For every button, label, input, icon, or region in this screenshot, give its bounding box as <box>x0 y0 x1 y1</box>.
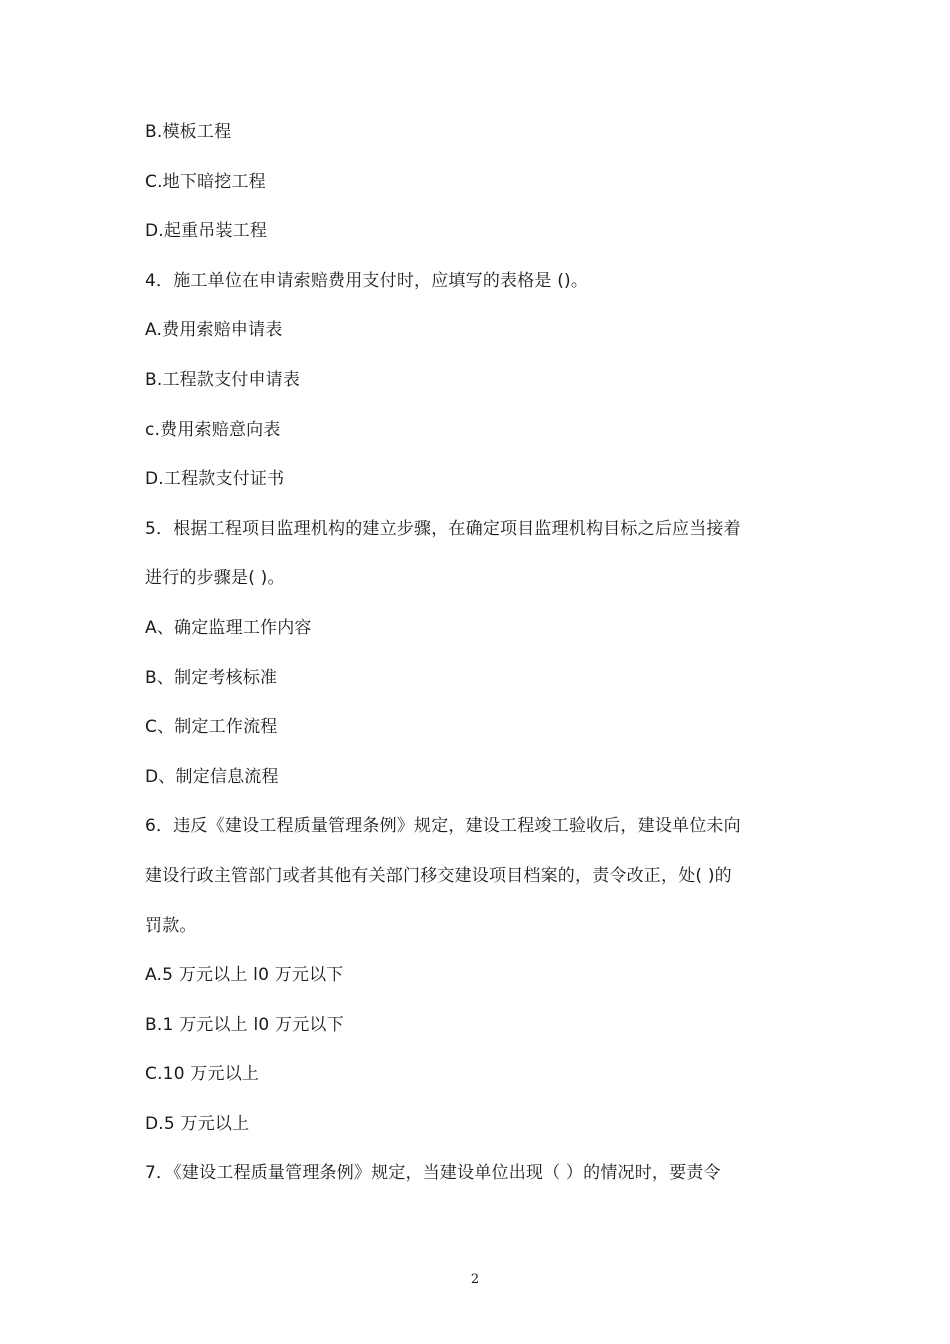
document-body <box>145 108 815 1199</box>
option-line: B.1 万元以上 l0 万元以下 <box>145 1014 344 1035</box>
question-line: 4．施工单位在申请索赔费用支付时，应填写的表格是 ()。 <box>145 270 589 291</box>
option-line: B.工程款支付申请表 <box>145 369 301 390</box>
option-line: D.起重吊装工程 <box>145 221 268 242</box>
question-line: 建设行政主管部门或者其他有关部门移交建设项目档案的，责令改正，处( )的 <box>145 865 732 886</box>
option-line: D.5 万元以上 <box>145 1113 250 1134</box>
option-line: D.工程款支付证书 <box>145 469 285 490</box>
option-line: A.费用索赔申请表 <box>145 320 283 341</box>
option-line: A、确定监理工作内容 <box>145 617 312 638</box>
question-line: 罚款。 <box>145 915 197 936</box>
option-line: C.地下暗挖工程 <box>145 171 266 192</box>
option-line: B.模板工程 <box>145 122 232 142</box>
question-line: 7．《建设工程质量管理条例》规定，当建设单位出现（ ）的情况时，要责令 <box>145 1163 721 1184</box>
option-line: c.费用索赔意向表 <box>145 419 281 440</box>
question-line: 5．根据工程项目监理机构的建立步骤，在确定项目监理机构目标之后应当接着 <box>145 518 741 539</box>
option-line: C、制定工作流程 <box>145 717 278 738</box>
option-line: C.10 万元以上 <box>145 1064 260 1085</box>
question-line: 进行的步骤是( )。 <box>145 568 285 589</box>
option-line: B、制定考核标准 <box>145 667 278 688</box>
option-line: A.5 万元以上 l0 万元以下 <box>145 965 344 986</box>
question-line: 6．违反《建设工程质量管理条例》规定，建设工程竣工验收后，建设单位未向 <box>145 816 741 837</box>
option-line: D、制定信息流程 <box>145 766 279 787</box>
page-number: 2 <box>470 1272 480 1287</box>
